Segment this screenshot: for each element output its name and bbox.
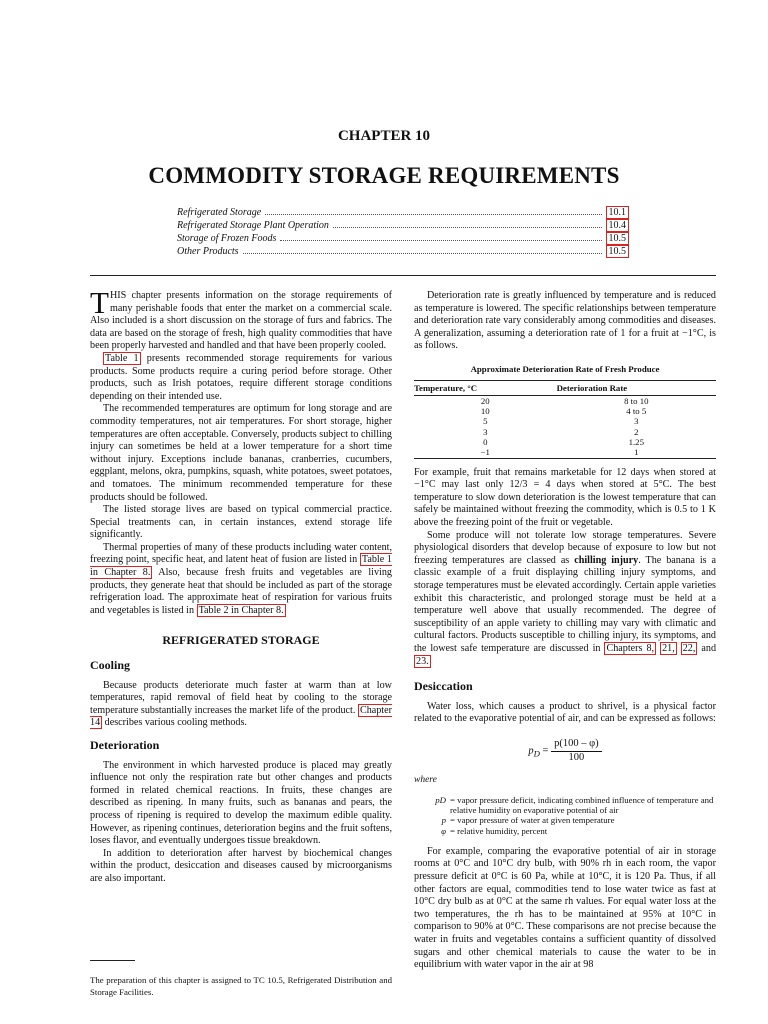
definition-item	[424, 815, 716, 825]
intro-text: HIS chapter presents information on the storage requirements of many perishable foods that enter the market on a commercial scale. Also included is a short discussion on the storage of furs and fabrics. The data are based on the storage of fresh, high quality commodities that have been properly harvested and handled and that have been properly cooled.	[90, 290, 392, 352]
paragraph	[90, 353, 392, 403]
header-divider	[90, 275, 716, 276]
toc-dot-leader	[243, 253, 602, 254]
definition-body: = relative humidity, percent	[450, 825, 548, 836]
paragraph: The environment in which harvested produce is placed may greatly influence not only the respiration rate but other changes and products formed in related chemical reactions. In fruits, these changes are described as ripening. In many fruits, such as bananas and pears, the process of ripening is required to develop the maximum edible quality. However, as ripening continues, deterioration begins and the fruit softens, loses flavor, and eventually undergoes tissue breakdown.	[90, 759, 392, 847]
table-cell: 5	[483, 416, 488, 427]
equation-equals: =	[542, 745, 549, 757]
table-cell: 20	[480, 395, 490, 406]
subsection-heading-deterioration: Deterioration	[90, 738, 160, 752]
table-cell: 1.25	[628, 437, 644, 448]
definition-symbol: φ	[441, 825, 446, 836]
chapter-23-link[interactable]: 23.	[416, 655, 429, 667]
toc-entry[interactable]	[177, 232, 629, 245]
toc-entry-title: Storage of Frozen Foods	[177, 233, 277, 244]
paragraph-text: Thermal properties of many of these products including water content, freezing point, specific heat, and latent heat of fusion are listed in	[90, 541, 392, 566]
chapter-22-link[interactable]: 22,	[682, 642, 696, 654]
toc-entry-title: Other Products	[177, 246, 239, 257]
table-row	[414, 395, 716, 406]
toc-dot-leader	[280, 240, 601, 241]
toc-page-link[interactable]: 10.5	[606, 232, 630, 245]
paragraph-text: Also, because fresh fruits and vegetables are living products, they generate heat that should be included as part of the storage refrigeration load. The approximate heat of respiration for various fruits and vegetables is listed in	[90, 567, 392, 616]
chapter-label: CHAPTER 10	[337, 128, 431, 144]
chapter-8-table-2-link[interactable]: Table 2 in Chapter 8.	[198, 604, 284, 616]
bold-term: chilling injury	[574, 554, 639, 566]
definition-text: relative humidity, percent	[457, 825, 548, 836]
definition-symbol: p	[441, 815, 446, 826]
chapter-8-table-1-link[interactable]: Table 1 in Chapter 8.	[90, 554, 392, 579]
table-cell: 2	[634, 426, 639, 437]
toc-entry[interactable]	[177, 206, 629, 219]
toc-page-link[interactable]: 10.1	[606, 206, 630, 219]
definition-item	[424, 826, 716, 836]
toc-page-link[interactable]: 10.5	[606, 245, 630, 258]
footnote-divider	[90, 960, 135, 961]
table-of-contents	[177, 206, 629, 258]
table-cell: 10	[480, 406, 490, 417]
table-cell: 4 to 5	[626, 406, 647, 417]
equation-subscript: D	[533, 748, 540, 759]
paragraph: The recommended temperatures are optimum for long storage and are commodity temperatures, not air temperatures. For short storage, higher temperatures are often acceptable. Conversely, products subject to chilling injury can sometimes be held at a lower temperature for a short time without injury. Exceptions include bananas, cranberries, cucumbers, eggplant, melons, okra, pumpkins, squash, white potatoes, sweet potatoes, and tomatoes. The minimum recommended temperature for these products should be followed.	[90, 403, 392, 503]
table-row	[414, 427, 716, 437]
paragraph: The listed storage lives are based on typical commercial practice. Special treatments can, in certain instances, extend storage life significantly.	[90, 504, 392, 541]
chapter-title: COMMODITY STORAGE REQUIREMENTS	[148, 163, 620, 188]
left-column	[90, 285, 393, 886]
table-cell: −1	[414, 447, 557, 458]
table-row	[414, 416, 716, 426]
table-cell: 3	[634, 416, 639, 427]
definition-item	[424, 795, 716, 816]
paragraph	[90, 542, 392, 618]
paragraph	[414, 530, 716, 669]
deterioration-rate-table	[414, 380, 716, 459]
paragraph: For example, comparing the evaporative potential of air in storage rooms at 0°C and 10°C dry bulb, with 90% rh in each room, the vapor pressure deficit at 0°C is 60 Pa, while at 10°C, it is 120 Pa. Thus, if all other factors are equal, commodities tend to lose water twice as fast at 10°C dry bulb as at 0°C at the same rh values. For equal water loss at the two temperatures, the rh has to be maintained at 95% at 10°C in comparison to 90% at 0°C. These comparisons are not precise because the water in fruits and vegetables contains a sufficient quantity of dissolved sugars and other chemical materials to cause the water to be in equilibrium with water vapor in the air at 98	[414, 845, 716, 971]
paragraph: Water loss, which causes a product to shrivel, is a physical factor related to the evaporative potential of air, and can be expressed as follows:	[414, 700, 716, 725]
intro-paragraph	[90, 285, 392, 353]
footnote: The preparation of this chapter is assigned to TC 10.5, Refrigerated Distribution and Storage Facilities.	[90, 975, 392, 997]
paragraph-text: . The banana is a classic example of a fruit displaying chilling injury symptoms, and storage temperatures must be elevated accordingly. Certain apple varieties exhibit this characteristic, and prolonged storage must be held at a temperature well above that usually recommended. The degree of susceptibility of an apple variety to chilling may vary with climatic and cultural factors. Products susceptible to chilling injury, its symptoms, and the lowest safe temperature are discussed in	[414, 554, 717, 654]
toc-page-link[interactable]: 10.4	[606, 219, 630, 232]
paragraph-text: and	[697, 642, 717, 654]
right-column	[414, 290, 716, 972]
table-row	[414, 447, 716, 458]
definition-symbol: pD	[435, 794, 446, 805]
table-header-row	[414, 380, 716, 395]
toc-entry-title: Refrigerated Storage Plant Operation	[177, 220, 329, 231]
paragraph-text: Because products deteriorate much faster at warm than at low temperatures, rapid removal of field heat by cooling to the storage temperature substantially increases the market life of the product.	[90, 679, 392, 716]
equation-fraction	[551, 738, 602, 764]
definition-body: = vapor pressure of water at given temperature	[450, 815, 615, 826]
table-title: Approximate Deterioration Rate of Fresh Produce	[470, 363, 660, 374]
equation-numerator: p(100 – φ)	[551, 738, 602, 752]
paragraph-text: describes various cooling methods.	[102, 717, 247, 729]
section-heading: REFRIGERATED STORAGE	[162, 633, 320, 648]
table-1-link[interactable]: Table 1	[105, 352, 139, 364]
equation-lhs: p	[528, 745, 534, 757]
equation	[414, 738, 716, 764]
table-row	[414, 437, 716, 447]
definition-text: vapor pressure of water at given temperature	[457, 815, 615, 826]
definition-text: vapor pressure deficit, indicating combined influence of temperature and relative humidity on evaporative potential of air	[450, 794, 714, 815]
paragraph: Deterioration rate is greatly influenced by temperature and is reduced as temperature is lowered. The specific relationships between temperature and deterioration rate vary considerably among commodities and diseases. A generalization, assuming a deterioration rate of 1 for a fruit at −1°C, is as follows.	[414, 290, 716, 352]
paragraph: For example, fruit that remains marketable for 12 days when stored at −1°C may last only 12/3 = 4 days when stored at 5°C. The best temperature to slow down deterioration is the lowest temperature that can safely be maintained without freezing the commodity, which is 0.5 to 1 K above the freezing point of the fruit or vegetable.	[414, 466, 716, 529]
subsection-heading-desiccation: Desiccation	[414, 679, 473, 694]
chapter-21-link[interactable]: 21,	[662, 642, 675, 654]
toc-entry[interactable]	[177, 245, 629, 258]
chapter-8-link[interactable]: Chapters 8,	[606, 642, 655, 654]
table-cell: 0	[483, 437, 488, 448]
paragraph-text: presents recommended storage requirements for various products. Some products require a curing period before storage. Other products, such as Irish potatoes, require different storage conditions depending on their intended use.	[90, 352, 393, 402]
paragraph	[90, 680, 392, 730]
definition-body: = vapor pressure deficit, indicating combined influence of temperature and relative humidity on evaporative potential of air	[450, 794, 714, 815]
table-cell: 3	[483, 426, 488, 437]
column-header: Deterioration Rate	[557, 380, 716, 395]
toc-dot-leader	[265, 214, 601, 215]
table-cell: 8 to 10	[624, 395, 649, 406]
toc-entry-title: Refrigerated Storage	[177, 207, 262, 218]
toc-entry[interactable]	[177, 219, 629, 232]
subsection-heading-cooling: Cooling	[90, 658, 131, 673]
paragraph: In addition to deterioration after harvest by biochemical changes within the product, desiccation and diseases caused by microorganisms are also important.	[90, 847, 392, 884]
where-label: where	[414, 775, 437, 786]
toc-dot-leader	[333, 227, 602, 228]
table-row	[414, 406, 716, 416]
equation-denominator: 100	[568, 751, 585, 763]
column-header: Temperature, °C	[414, 380, 557, 395]
drop-cap: T	[90, 285, 109, 320]
chapter-14-link[interactable]: Chapter 14	[90, 704, 392, 729]
table-cell: 1	[557, 447, 716, 458]
paragraph-text: Some produce will not tolerate low storage temperatures. Severe physiological disorders that develop because of exposure to low but not freezing temperatures are classed as	[414, 529, 716, 566]
